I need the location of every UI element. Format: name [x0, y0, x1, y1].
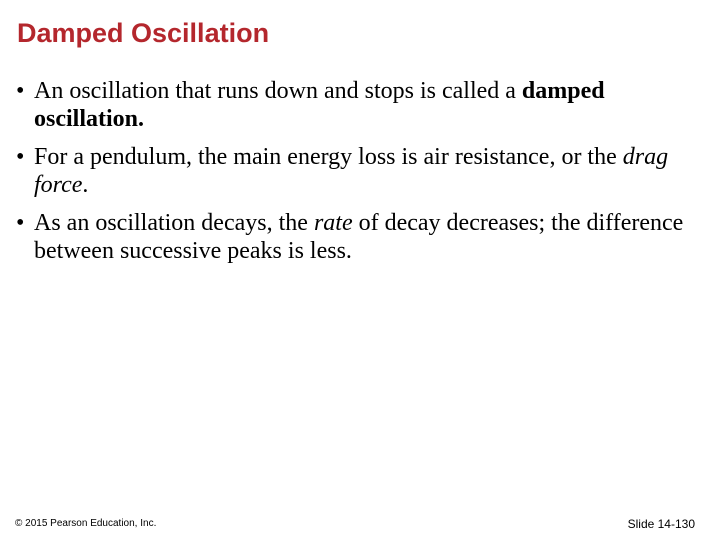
bullet-italic-term: drag force [34, 144, 669, 198]
bullet-icon: • [16, 78, 25, 104]
bullet-item-rate-of-decay [16, 209, 704, 265]
bullet-text: For a pendulum, the main energy loss is air resistance, or the [34, 144, 623, 170]
bullet-item-drag-force [16, 143, 704, 199]
bullet-italic-term: rate [313, 210, 353, 236]
bullet-list [16, 77, 704, 275]
bullet-icon: • [16, 144, 25, 170]
bullet-item-damped-oscillation [16, 77, 704, 133]
slide-number: Slide 14-130 [627, 517, 695, 531]
bullet-text: As an oscillation decays, the [34, 210, 314, 236]
slide-title: Damped Oscillation [17, 18, 270, 48]
bullet-text: An oscillation that runs down and stops is called a [34, 78, 522, 104]
bullet-bold-term: damped oscillation. [34, 78, 605, 132]
bullet-text-end: . [82, 172, 89, 198]
bullet-text-end: of decay decreases; the difference between successive peaks is less. [34, 210, 684, 264]
bullet-icon: • [16, 210, 25, 236]
footer-copyright: © 2015 Pearson Education, Inc. [15, 518, 157, 529]
